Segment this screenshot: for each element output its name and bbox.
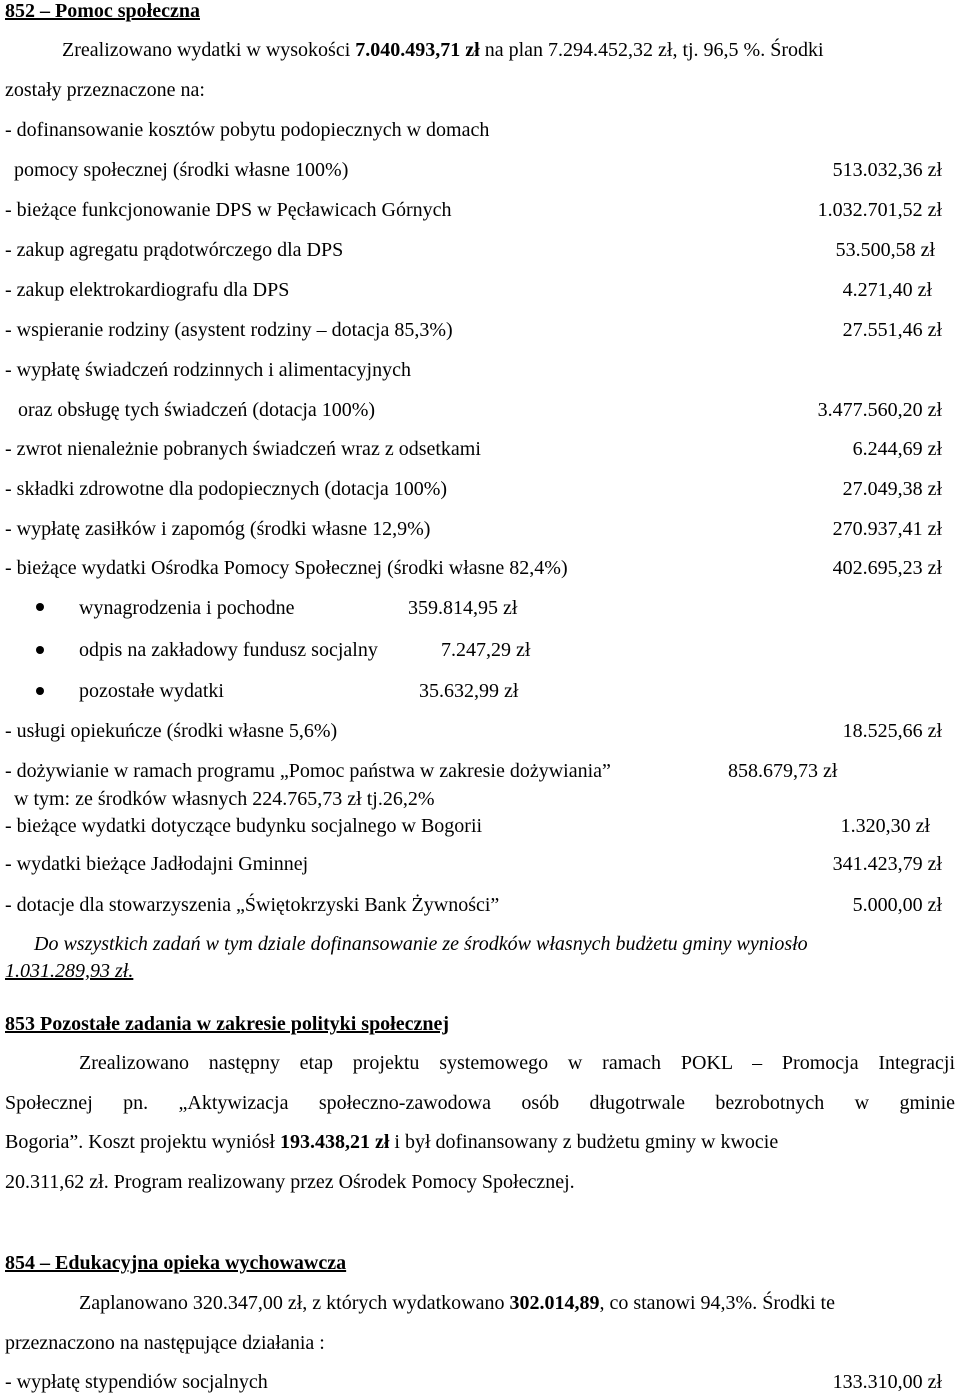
paragraph-line: Społecznej pn. „Aktywizacja społeczno-zawodowa osób długotrwale bezrobotnych w gminie: [5, 1092, 955, 1114]
item-amount: 1.320,30 zł: [840, 815, 930, 837]
item-label: - dofinansowanie kosztów pobytu podopiecznych w domach: [5, 119, 490, 141]
item-label: - wypłatę świadczeń rodzinnych i alimentacyjnych: [5, 359, 411, 381]
bullet-label: odpis na zakładowy fundusz socjalny: [79, 639, 378, 661]
item-amount: 133.310,00 zł: [832, 1371, 942, 1393]
item-label: - wypłatę stypendiów socjalnych: [5, 1371, 268, 1393]
item-amount: 6.244,69 zł: [852, 438, 942, 460]
section-heading-854: 854 – Edukacyjna opieka wychowawcza: [5, 1252, 347, 1274]
intro-line: [62, 38, 824, 62]
item-label: - wspieranie rodziny (asystent rodziny – dotacja 85,3%): [5, 319, 453, 341]
item-amount: 5.000,00 zł: [852, 894, 942, 916]
bullet-label: pozostałe wydatki: [79, 680, 224, 702]
bullet-amount: 35.632,99 zł: [419, 680, 519, 702]
section-heading-853: 853 Pozostałe zadania w zakresie polityki społecznej: [5, 1013, 450, 1035]
item-amount: 402.695,23 zł: [832, 557, 942, 579]
item-sub: w tym: ze środków własnych 224.765,73 zł tj.26,2%: [14, 788, 435, 810]
item-label: - zakup agregatu prądotwórczego dla DPS: [5, 239, 344, 261]
item-label: - dotacje dla stowarzyszenia „Świętokrzyski Bank Żywności”: [5, 894, 500, 916]
item-label: - usługi opiekuńcze (środki własne 5,6%): [5, 720, 338, 742]
bullet-dot: [36, 687, 44, 695]
bullet-amount: 359.814,95 zł: [408, 597, 518, 619]
item-amount: 4.271,40 zł: [842, 279, 932, 301]
item-amount: 1.032.701,52 zł: [817, 199, 942, 221]
item-amount: 513.032,36 zł: [832, 159, 942, 181]
item-amount: 3.477.560,20 zł: [817, 399, 942, 421]
item-label: - składki zdrowotne dla podopiecznych (dotacja 100%): [5, 478, 448, 500]
item-label: - zakup elektrokardiografu dla DPS: [5, 279, 290, 301]
bullet-label: wynagrodzenia i pochodne: [79, 597, 295, 619]
note-total: 1.031.289,93 zł.: [5, 960, 134, 982]
item-label-cont: oraz obsługę tych świadczeń (dotacja 100%): [18, 399, 376, 421]
item-amount: 27.049,38 zł: [842, 478, 942, 500]
bullet-dot: [36, 646, 44, 654]
item-amount: 53.500,58 zł: [835, 239, 935, 261]
spent-amount: 302.014,89: [509, 1292, 600, 1314]
item-amount: 341.423,79 zł: [832, 853, 942, 875]
intro-line-2: zostały przeznaczone na:: [5, 79, 205, 101]
paragraph-line: [79, 1291, 835, 1315]
bullet-dot: [36, 603, 44, 611]
section-heading-852: 852 – Pomoc społeczna: [5, 0, 200, 22]
paragraph-text: Zaplanowano 320.347,00 zł, z których wydatkowano: [79, 1292, 510, 1314]
paragraph-text: Bogoria”. Koszt projektu wyniósł: [5, 1131, 280, 1153]
intro-amount: 7.040.493,71 zł: [355, 39, 480, 61]
intro-text: Zrealizowano wydatki w wysokości: [62, 39, 356, 61]
item-label: - dożywianie w ramach programu „Pomoc państwa w zakresie dożywiania”: [5, 760, 611, 782]
paragraph-line: przeznaczono na następujące działania :: [5, 1332, 325, 1354]
item-amount: 270.937,41 zł: [832, 518, 942, 540]
paragraph-line: 20.311,62 zł. Program realizowany przez Ośrodek Pomocy Społecznej.: [5, 1171, 575, 1193]
item-amount: 18.525,66 zł: [842, 720, 942, 742]
item-label: - wydatki bieżące Jadłodajni Gminnej: [5, 853, 309, 875]
intro-plan: na plan 7.294.452,32 zł, tj. 96,5 %. Środki: [479, 39, 824, 61]
item-label: - wypłatę zasiłków i zapomóg (środki własne 12,9%): [5, 518, 431, 540]
item-label: - zwrot nienależnie pobranych świadczeń wraz z odsetkami: [5, 438, 481, 460]
item-label: - bieżące funkcjonowanie DPS w Pęcławicach Górnych: [5, 199, 452, 221]
paragraph-line: [5, 1130, 778, 1154]
item-label: - bieżące wydatki dotyczące budynku socjalnego w Bogorii: [5, 815, 483, 837]
bullet-amount: 7.247,29 zł: [441, 639, 531, 661]
item-amount: 27.551,46 zł: [842, 319, 942, 341]
note-line: Do wszystkich zadań w tym dziale dofinansowanie ze środków własnych budżetu gminy wyniosło: [34, 933, 808, 955]
paragraph-text: , co stanowi 94,3%. Środki te: [599, 1292, 835, 1314]
item-label: - bieżące wydatki Ośrodka Pomocy Społecznej (środki własne 82,4%): [5, 557, 568, 579]
project-cost: 193.438,21 zł: [279, 1131, 390, 1153]
paragraph-text: i był dofinansowany z budżetu gminy w kwocie: [389, 1131, 779, 1153]
paragraph-line: Zrealizowano następny etap projektu systemowego w ramach POKL – Promocja Integracji: [79, 1052, 955, 1074]
item-label-cont: pomocy społecznej (środki własne 100%): [14, 159, 349, 181]
item-amount: 858.679,73 zł: [728, 760, 838, 782]
